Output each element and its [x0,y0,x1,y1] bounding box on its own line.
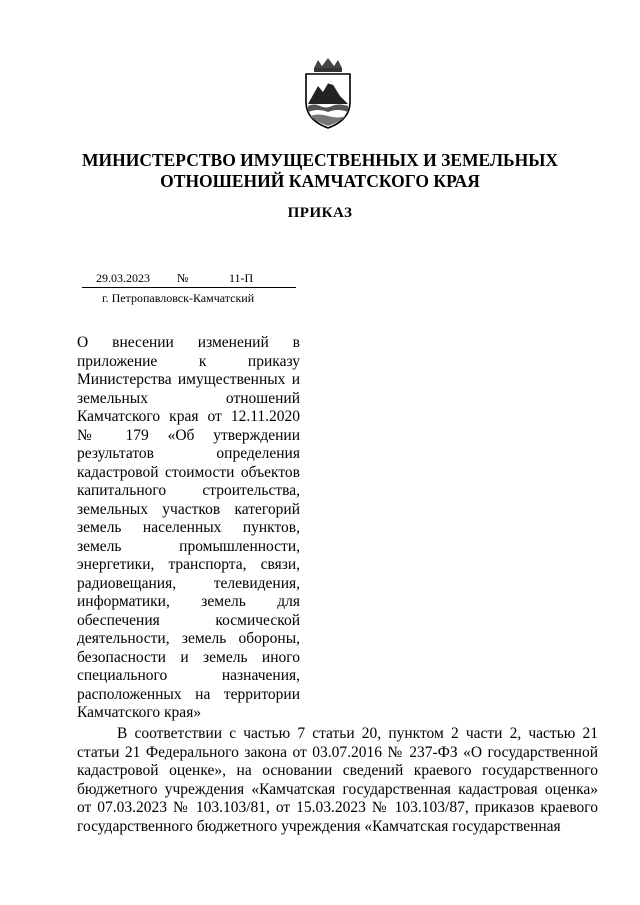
order-date: 29.03.2023 [96,271,150,285]
ministry-name [0,150,640,192]
order-body-paragraph: В соответствии с частью 7 статьи 20, пунктом 2 части 2, частью 21 статьи 21 Федерального закона от 03.07.2016 № 237-ФЗ «О государственной кадастровой оценке», на основании сведений краевого государственного бюджетного учреждения «Камчатская государственная кадастровая оценка» от 07.03.2023 № 103.103/81, от 15.03.2023 № 103.103/87, приказов краевого государственного бюджетного учреждения «Камчатская государственная [77,725,598,835]
ministry-name-line2: ОТНОШЕНИЙ КАМЧАТСКОГО КРАЯ [160,171,480,191]
number-sign: № [177,271,189,285]
ministry-name-line1: МИНИСТЕРСТВО ИМУЩЕСТВЕННЫХ И ЗЕМЕЛЬНЫХ [81,150,559,170]
document-type: ПРИКАЗ [287,205,353,221]
city-name: г. Петропавловск-Камчатский [102,291,255,305]
order-number: 11-П [229,271,254,285]
order-subject: О внесении изменений в приложение к приказу Министерства имущественных и земельных отношений Камчатского края от 12.11.2020 № 179 «Об утверждении результатов определения кадастровой стоимости объектов капитального строительства, земельных участков категорий земель населенных пунктов, земель промышленности, энергетики, транспорта, связи, радиовещания, телевидения, информатики, земель для обеспечения космической деятельности, земель обороны, безопасности и земель иного специального назначения, расположенных на территории Камчатского края» [77,334,300,721]
coat-of-arms-icon [300,58,356,130]
date-number-line [82,271,296,288]
